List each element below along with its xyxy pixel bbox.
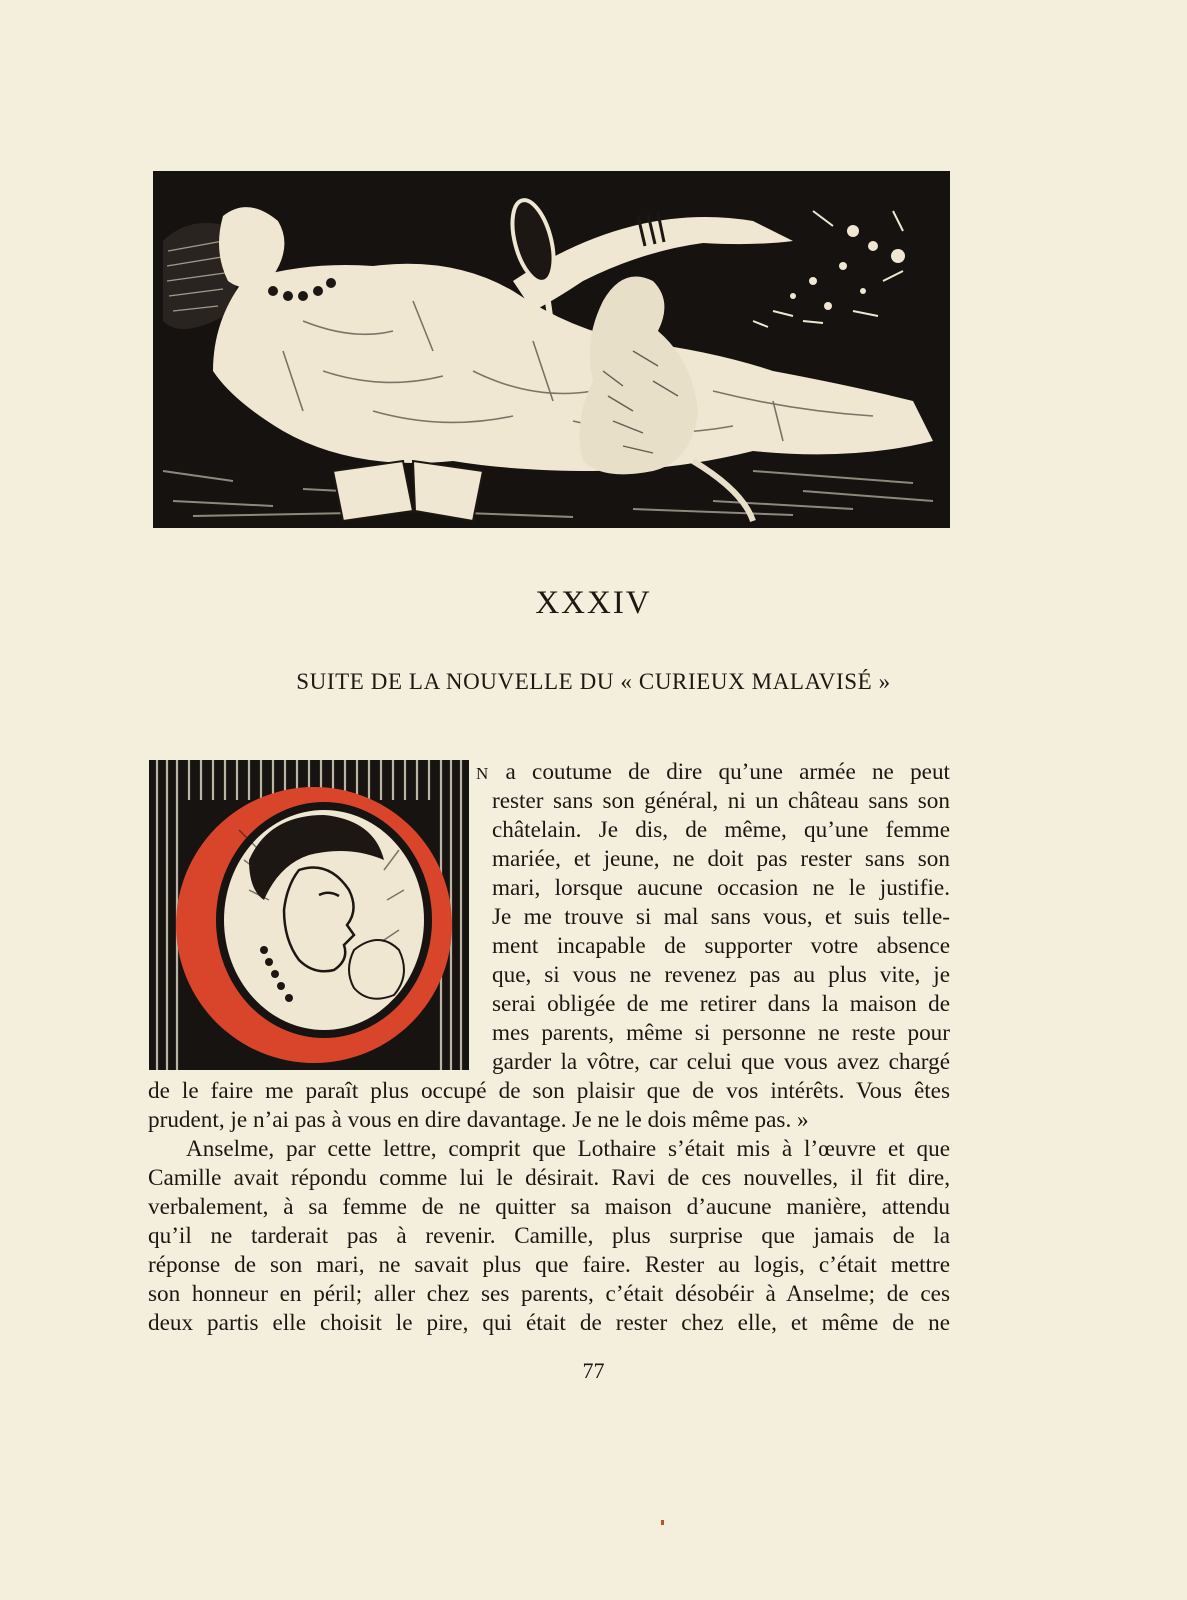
- text-line: Anselme, par cette lettre, comprit que Lothaire s’était mis à l’œuvre et que: [186, 1136, 950, 1162]
- chapter-number: XXXIV: [535, 585, 652, 621]
- text-line: [476, 758, 950, 788]
- woodcut-reclining-woman-icon: [153, 171, 950, 528]
- text-line: rester sans son général, ni un château sans son: [492, 788, 950, 814]
- text-line: réponse de son mari, ne savait plus que faire. Rester au logis, c’était mettre: [148, 1252, 950, 1278]
- paper-speck: [661, 1520, 664, 1525]
- text-line: que, si vous ne revenez pas au plus vite, je: [492, 962, 950, 988]
- text-line: verbalement, à sa femme de ne quitter sa maison d’aucune manière, attendu: [148, 1194, 950, 1220]
- text-line: châtelain. Je dis, de même, qu’une femme: [492, 817, 950, 843]
- text-line: deux partis elle choisit le pire, qui était de rester chez elle, et même de ne: [148, 1310, 950, 1336]
- chapter-title: SUITE DE LA NOUVELLE DU « CURIEUX MALAVISÉ »: [296, 669, 891, 694]
- text-line: mes parents, même si personne ne reste pour: [492, 1020, 950, 1046]
- text-line: qu’il ne tarderait pas à revenir. Camille, plus surprise que jamais de la: [148, 1223, 950, 1249]
- page-number: 77: [582, 1358, 605, 1383]
- initial-o-woodcut-icon: [149, 760, 469, 1070]
- text-line-rest: a coutume de dire qu’une armée ne peut: [505, 759, 950, 785]
- text-line: mariée, et jeune, ne doit pas rester sans son: [492, 846, 950, 872]
- text-line: garder la vôtre, car celui que vous avez chargé: [492, 1049, 950, 1075]
- header-woodcut-illustration: [153, 171, 950, 528]
- text-line: ment incapable de supporter votre absence: [492, 933, 950, 959]
- text-line: mari, lorsque aucune occasion ne le justifie.: [492, 875, 950, 901]
- text-line: son honneur en péril; aller chez ses parents, c’était désobéir à Anselme; de ces: [148, 1281, 950, 1307]
- text-line: Camille avait répondu comme lui le désirait. Ravi de ces nouvelles, il fit dire,: [148, 1165, 950, 1191]
- text-line: Je me trouve si mal sans vous, et suis telle-: [492, 904, 950, 930]
- small-cap-n: N: [476, 764, 490, 783]
- drop-cap-initial: [149, 760, 469, 1070]
- text-line: de le faire me paraît plus occupé de son plaisir que de vos intérêts. Vous êtes: [148, 1078, 950, 1104]
- text-line: prudent, je n’ai pas à vous en dire davantage. Je ne le dois même pas. »: [148, 1107, 809, 1133]
- text-line: serai obligée de me retirer dans la maison de: [492, 991, 950, 1017]
